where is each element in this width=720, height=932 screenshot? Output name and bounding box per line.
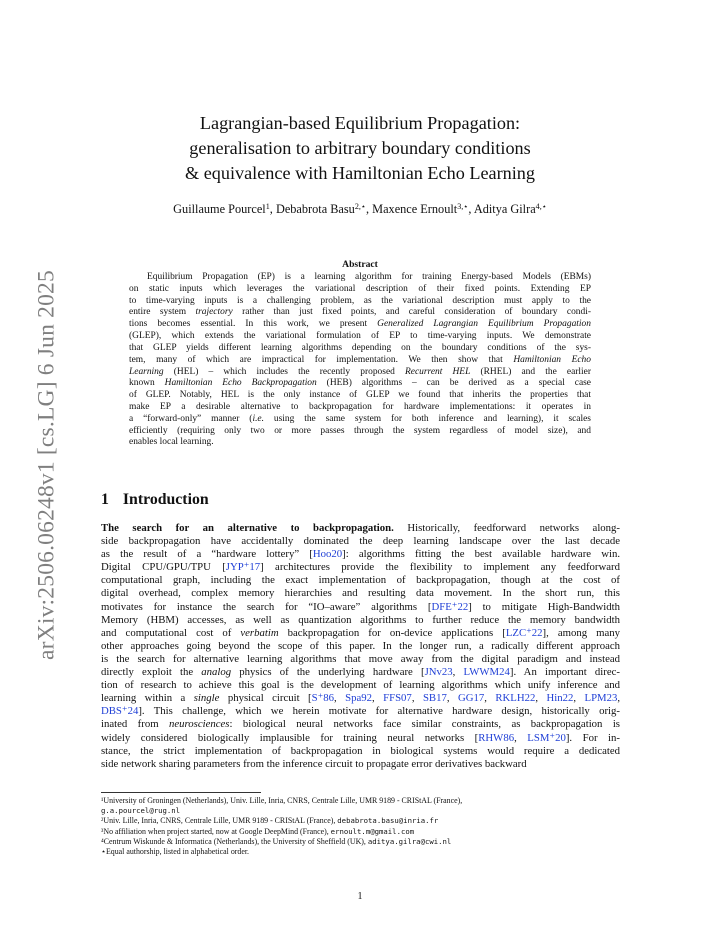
text-run: ]: algorithms fitting the best available hardware win. (342, 548, 621, 561)
text-run: entire system (129, 307, 196, 318)
body-line (101, 692, 620, 705)
title-line: Lagrangian-based Equilibrium Propagation: (199, 113, 521, 133)
text-run: physical circuit [ (219, 692, 312, 705)
abstract-line (129, 390, 591, 402)
body-line (101, 718, 620, 731)
text-run: verbatim (240, 626, 279, 639)
text-run: Hamiltonian Echo Backpropagation (164, 378, 317, 389)
text-run: and computational cost of (101, 626, 241, 639)
abstract-line (129, 343, 591, 355)
text-run: analog (201, 666, 232, 679)
text-run: (GLEP), which extends the variational formulation of EP to time-varying inputs. We demonstrate (129, 331, 591, 342)
email-address: g.a.pourcel@rug.nl (101, 806, 181, 816)
text-run: rather than just fixed points, and careful consideration of boundary condi- (232, 307, 591, 318)
abstract-heading: Abstract (342, 259, 378, 270)
text-run: stance, the strict implementation of backpropagation in biological systems would require a dedicated (101, 744, 620, 757)
text-run: on static inputs which leverages the variational description of their fixed points. Extending EP (129, 283, 591, 294)
text-run: efficiently (requiring only two or more passes through the system regardless of model size), and (129, 425, 591, 436)
citation-link[interactable]: JNv23 (424, 666, 453, 679)
body-line (101, 535, 620, 548)
text-run: , (514, 731, 528, 744)
author-name: Debabrota Basu (275, 202, 355, 216)
title-line: & equivalence with Hamiltonian Echo Learning (185, 163, 535, 183)
text-run: side backpropagation have accidentally dominated the deep learning landscape over the last decade (101, 535, 620, 548)
citation-link[interactable]: JYP⁺17 (225, 561, 261, 574)
text-run: single (193, 692, 220, 705)
body-line (101, 679, 620, 692)
text-run: ²Univ. Lille, Inria, CNRS, Centrale Lille, UMR 9189 - CRIStAL (France), (101, 816, 338, 826)
abstract-line (129, 272, 591, 284)
text-run: , (452, 666, 464, 679)
citation-link[interactable]: RKLH22 (495, 692, 536, 705)
text-run: of GLEP. Notably, HEL is the only instance of GLEP we found that inherits the properties that (129, 390, 591, 401)
body-line (101, 758, 620, 771)
text-run: ⁴Centrum Wiskunde & Informatica (Netherlands), the University of Sheffield (UK), (101, 836, 368, 846)
text-run: Generalized Lagrangian Equilibrium Propagation (377, 319, 591, 330)
text-run: a “forward-only” manner ( (129, 413, 253, 424)
citation-link[interactable]: SB17 (422, 692, 447, 705)
text-run: , (372, 692, 384, 705)
text-run: digital overhead, complex memory hierarchies and resulting data movement. In the short run, this (101, 587, 620, 600)
body-line (101, 574, 620, 587)
text-run: ]. An important direc- (509, 666, 620, 679)
footnote-rule (101, 792, 261, 793)
text-run: ¹University of Groningen (Netherlands), Univ. Lille, Inria, CNRS, Centrale Lille, UMR 9189 - CRIStAL (France), (101, 796, 463, 805)
text-run: tem, many of which are impractical for implementation. We then show that (129, 354, 514, 365)
page-number: 1 (357, 891, 363, 902)
author-name: Guillaume Pourcel (173, 202, 266, 216)
text-run: tions becomes essential. In this work, we present (129, 319, 378, 330)
citation-link[interactable]: S⁺86 (311, 692, 334, 705)
abstract-line (129, 307, 591, 319)
abstract-line (129, 426, 591, 438)
text-run: side network sharing parameters from the inference circuit to propagate error derivatives backward (101, 757, 527, 770)
text-run: , (484, 692, 496, 705)
arxiv-identifier-stamp (30, 265, 64, 665)
text-run: learning within a (101, 692, 194, 705)
text-run: Learning (129, 366, 164, 377)
text-run: as the result of a “hardware lottery” [ (101, 548, 313, 561)
text-run: neurosciences (168, 718, 230, 731)
citation-link[interactable]: LWWM24 (463, 666, 510, 679)
text-run: ] to mitigate High-Bandwidth (468, 600, 620, 613)
author-affiliation-marker: 2,⋆ (354, 201, 366, 211)
body-line (101, 614, 620, 627)
citation-link[interactable]: Hin22 (546, 692, 574, 705)
abstract-line (129, 378, 591, 390)
text-run: tion of research to achieve this goal is the development of learning algorithms which unify inference and (101, 679, 620, 692)
paper-title (100, 111, 620, 186)
footnote-line (101, 796, 620, 806)
body-line (101, 627, 620, 640)
citation-link[interactable]: GG17 (457, 692, 485, 705)
author-affiliation-marker: 4,⋆ (535, 201, 547, 211)
text-run: ]. This challenge, which we herein motivate for alternative hardware design, historically orig- (138, 705, 620, 718)
author-affiliation-marker: 3,⋆ (457, 201, 469, 211)
citation-link[interactable]: RHW86 (478, 731, 515, 744)
text-run: enables local learning. (129, 437, 214, 448)
abstract-line (129, 355, 591, 367)
section-heading (101, 491, 209, 509)
author-list: Guillaume Pourcel$^1$, Debabrota Basu$^{2,⋆}$, Maxence Ernoult$^{3,⋆}$, Aditya Gilra$^{4,⋆}$ (173, 201, 547, 216)
text-run: : biological neural networks face similar constraints, as backpropagation is (229, 718, 620, 731)
text-run: ]. For in- (565, 731, 620, 744)
abstract-body (129, 272, 591, 449)
text-run: that GLEP yields different learning algorithms depending on the boundary conditions of the sys- (129, 342, 591, 353)
citation-link[interactable]: FFS07 (383, 692, 412, 705)
text-run: to time-varying inputs is a challenging problem, as the variational description must apply to the (129, 295, 591, 306)
text-run: directly exploit the (101, 666, 202, 679)
text-run: Digital CPU/GPU/TPU [ (101, 561, 226, 574)
text-run: ], among many (542, 626, 621, 639)
text-run: physics of the underlying hardware [ (231, 666, 425, 679)
citation-link[interactable]: LSM⁺20 (527, 731, 566, 744)
footnotes (101, 796, 620, 857)
body-line (101, 732, 620, 745)
body-line (101, 705, 620, 718)
author-name: Maxence Ernoult (372, 202, 458, 216)
text-run: backpropagation for on-device applications [ (278, 626, 506, 639)
body-line (101, 666, 620, 679)
citation-link[interactable]: LPM23 (584, 692, 618, 705)
footnote-line (101, 816, 620, 826)
body-line (101, 601, 620, 614)
text-run: (HEL) – which includes the recently proposed (163, 366, 405, 377)
section-number: 1 (101, 491, 109, 508)
body-line (101, 640, 620, 653)
email-address: debabrota.basu@inria.fr (337, 816, 439, 826)
citation-link[interactable]: Hoo20 (312, 548, 343, 561)
arxiv-stamp-text: arXiv:2506.06248v1 [cs.LG] 6 Jun 2025 (33, 270, 60, 660)
abstract-line (129, 284, 591, 296)
text-run: ] architectures provide the flexibility to implement any feedforward (260, 561, 620, 574)
body-line (101, 522, 620, 535)
body-line (101, 561, 620, 574)
footnote-line (101, 837, 620, 847)
text-run: , (334, 692, 346, 705)
text-run: inated from (101, 718, 169, 731)
body-line (101, 548, 620, 561)
author-affiliation-marker: 1 (265, 201, 270, 211)
text-run: Memory (HBM) accesses, as well as quantization algorithms to further reduce the memory bandwidth (101, 613, 620, 626)
text-run: , (446, 692, 458, 705)
email-address: ernoult.m@gmail.com (330, 826, 415, 836)
citation-link[interactable]: Spa92 (345, 692, 372, 705)
paragraph-run-in-heading: The search for an alternative to backpropagation. (101, 522, 394, 534)
footnote-line (101, 827, 620, 837)
footnote-line (101, 806, 620, 816)
abstract-line (129, 437, 591, 449)
text-run: (RHEL) and the earlier (470, 366, 591, 377)
citation-link[interactable]: LZC⁺22 (505, 626, 543, 639)
body-line (101, 653, 620, 666)
abstract-line (129, 367, 591, 379)
text-run: trajectory (195, 307, 233, 318)
citation-link[interactable]: DFE⁺22 (431, 600, 469, 613)
text-run: , (535, 692, 547, 705)
abstract-line (129, 331, 591, 343)
text-run: using the same system for both inference and learning), it scales (263, 413, 591, 424)
text-run: i.e. (252, 413, 264, 424)
text-run: Recurrent HEL (404, 366, 471, 377)
text-run: widely considered biologically implausible for training neural networks [ (101, 731, 479, 744)
text-run: is the search for alternative learning algorithms that move away from the digital paradigm and instead (101, 652, 620, 665)
text-run: (HEB) algorithms – can be derived as a special case (316, 378, 591, 389)
introduction-body (101, 522, 620, 771)
text-run: computational graph, including the exact implementation of backpropagation, though at the cost of (101, 574, 620, 587)
text-run: ⋆Equal authorship, listed in alphabetical order. (101, 847, 250, 857)
text-run: Hamiltonian Echo (513, 354, 591, 365)
body-line (101, 587, 620, 600)
abstract-line (129, 296, 591, 308)
text-run: other approaches going beyond the scope of this paper. In the longer run, a radically different approach (101, 639, 620, 652)
citation-link[interactable]: DBS⁺24 (101, 705, 139, 718)
email-address: aditya.gilra@cwi.nl (367, 836, 452, 846)
text-run: motivates for instance the search for “IO–aware” algorithms [ (101, 600, 432, 613)
abstract-line (129, 414, 591, 426)
title-line: generalisation to arbitrary boundary conditions (189, 138, 531, 158)
abstract-line (129, 319, 591, 331)
text-run: Equilibrium Propagation (EP) is a learning algorithm for training Energy-based Models (EBMs) (147, 272, 591, 282)
section-title: Introduction (122, 491, 209, 508)
author-name: Aditya Gilra (473, 202, 536, 216)
text-run: , (617, 692, 621, 705)
text-run: Historically, feedforward networks along- (393, 522, 621, 534)
footnote-line (101, 847, 620, 857)
abstract-line (129, 402, 591, 414)
body-line (101, 745, 620, 758)
text-run: , (411, 692, 423, 705)
text-run: make EP a desirable alternative to backpropagation for hardware implementations: it operates in (129, 401, 591, 412)
text-run: known (129, 378, 165, 389)
text-run: ³No affiliation when project started, now at Google DeepMind (France), (101, 826, 331, 836)
text-run: , (573, 692, 585, 705)
